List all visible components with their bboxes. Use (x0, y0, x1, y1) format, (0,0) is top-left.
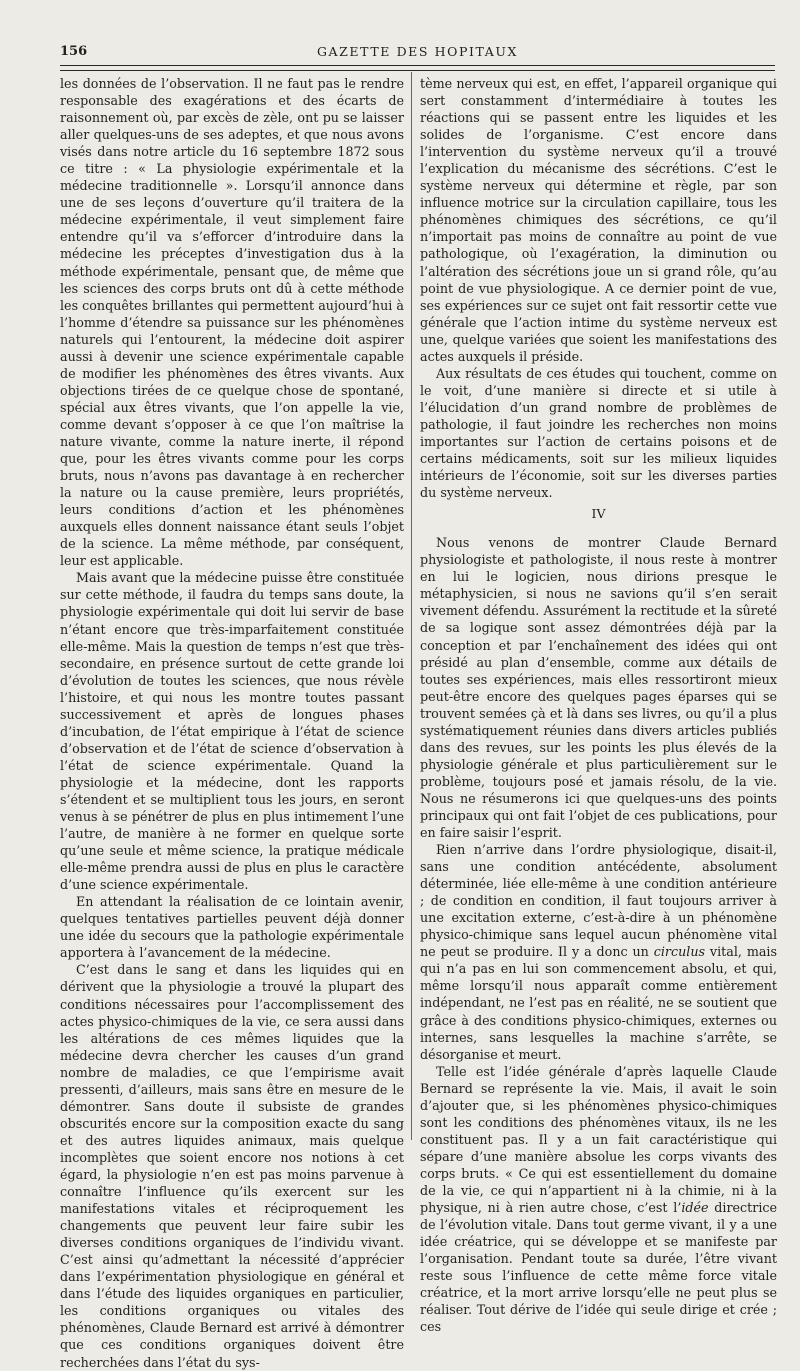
right-paragraph-2: Aux résultats de ces études qui touchent, comme on le voit, d’une manière si directe et si utile à l’élucidation d’un grand nombre de problèmes de pathologie, il faut joindre les recherches non moins importantes sur l’action de certains poisons et de certains médicaments, soit sur les milieux liquides intérieurs de l’économie, soit sur les diverses parties du système nerveux. (420, 365, 777, 501)
header-rule-top (60, 65, 775, 66)
section-number: IV (591, 506, 606, 522)
left-column (60, 75, 404, 1370)
page-number: 156 (60, 44, 88, 59)
header-rule-bottom (60, 70, 775, 71)
telle-emphasis: idée (681, 1200, 709, 1216)
left-paragraph-3: En attendant la réalisation de ce lointain avenir, quelques tentatives partielles peuvent déjà donner une idée du secours que la pathologie expérimentale apportera à l’avancement de la médecine. (60, 894, 404, 961)
right-paragraph-rien (420, 841, 777, 1063)
left-paragraph-4: C’est dans le sang et dans les liquides qui en dérivent que la physiologie a trouvé la plupart des conditions nécessaires pour l’accomplissement des actes physico-chimiques de la vie, ce sera aussi dans les altérations de ces mêmes liquides que la médecine devra chercher les causes d’un grand nombre de maladies, ce que l’empirisme avait pressenti, d’ailleurs, mais sans être en mesure de le démontrer. Sans doute il subsiste de grandes obscurités encore sur la composition exacte du sang et des autres liquides animaux, mais quelque incomplètes que soient encore nos notions à cet égard, la physiologie n’en est pas moins parvenue à connaître l’influence qu’ils exercent sur les manifestations vitales et réciproquement les changements que peuvent leur faire subir les diverses conditions organiques de l’individu vivant. C’est ainsi qu’admettant la nécessité d’apprécier dans l’expérimentation physiologique en général et dans l’étude des liquides organiques en particulier, les conditions organiques ou vitales des phénomènes, Claude Bernard est arrivé à démontrer que ces conditions organiques doivent être recherchées dans l’état du sys- (60, 962, 404, 1370)
page-header (60, 44, 775, 62)
rien-text-a: Rien n’arrive dans l’ordre physiologique, disait-il, sans une condition antécédente, absolument déterminée, liée elle-même à une condition antérieure ; de condition en condition, il faut toujours arriver à une excitation externe, c’est-à-dire à un phénomène physico-chimique sans lequel aucun phénomène vital ne peut se produire. Il y a donc un (420, 842, 777, 960)
left-paragraph-1: les données de l’observation. Il ne faut pas le rendre responsable des exagérations et des écarts de raisonnement où, par excès de zèle, ont pu se laisser aller quelques-uns de ses adeptes, et que nous avons visés dans notre article du 16 septembre 1872 sous ce titre : « La physiologie expérimentale et la médecine traditionnelle ». Lorsqu’il annonce dans une de ses leçons d’ouverture qu’il traitera de la médecine expérimentale, il veut simplement faire entendre qu’il va s’efforcer d’introduire dans la médecine les préceptes d’investigation dus à la méthode expérimentale, pensant que, de même que les sciences des corps bruts ont dû à cette méthode les conquêtes brillantes qui permettent aujourd’hui à l’homme d’étendre sa puissance sur les phénomènes naturels qui l’entourent, la médecine doit aspirer aussi à devenir une science expérimentale capable de modifier les phénomènes des êtres vivants. Aux objections tirées de ce quelque chose de spontané, spécial aux êtres vivants, que l’on appelle la vie, comme devant s’opposer à ce que l’on maîtrise la nature vivante, comme la nature inerte, il répond que, pour les êtres vivants comme pour les corps bruts, nous n’avons pas davantage à en rechercher la nature ou la cause première, leurs propriétés, leurs conditions d’action et les phénomènes auxquels elles donnent naissance étant seuls l’objet de la science. La même méthode, par conséquent, leur est applicable. (60, 76, 404, 569)
right-paragraph-telle (420, 1063, 777, 1336)
rien-text-b: vital, mais qui n’a pas en lui son commencement absolu, et qui, même lorsqu’il nous apparaît comme entièrement indépendant, ne l’est pas en réalité, ne se soutient que grâce à des conditions physico-chimiques, externes ou internes, sans lesquelles la machine s’arrête, se désorganise et meurt. (420, 944, 777, 1062)
journal-title: GAZETTE DES HOPITAUX (316, 44, 519, 59)
right-column (420, 75, 777, 1335)
telle-text-b: directrice de l’évolution vitale. Dans tout germe vivant, il y a une idée créatrice, qui se développe et se manifeste par l’organisation. Pendant toute sa durée, l’être vivant reste sous l’influence de cette même force vitale créatrice, et la mort arrive lorsqu’elle ne peut plus se réaliser. Tout dérive de l’idée qui seule dirige et crée ; ces (420, 1200, 777, 1335)
rien-emphasis: circulus (653, 944, 706, 960)
column-divider (411, 72, 412, 1140)
telle-text-a: Telle est l’idée générale d’après laquelle Claude Bernard se représente la vie. Mais, il avait le soin d’ajouter que, si les phénomènes physico-chimiques sont les conditions des phénomènes vitaux, ils ne les constituent pas. Il y a un fait caractéristique qui sépare d’une manière absolue les corps vivants des corps bruts. « Ce qui est essentiellement du domaine de la vie, ce qui n’appartient ni à la chimie, ni à la physique, ni à rien autre chose, c’est l’ (420, 1063, 777, 1216)
left-paragraph-2: Mais avant que la médecine puisse être constituée sur cette méthode, il faudra du temps sans doute, la physiologie expérimentale qui doit lui servir de base n’étant encore que très-imparfaitement constituée elle-même. Mais la question de temps n’est que très-secondaire, en présence surtout de cette grande loi d’évolution de toutes les sciences, que nous révèle l’histoire, et qui nous les montre toutes passant successivement et après de longues phases d’incubation, de l’état empirique à l’état de science d’observation et de l’état de science d’observation à l’état de science expérimentale. Quand la physiologie et la médecine, dont les rapports s’étendent et se multiplient tous les jours, en seront venus à se pénétrer de plus en plus intimement l’une l’autre, de manière à ne former en quelque sorte qu’une seule et même science, la pratique médicale elle-même prendra aussi de plus en plus le caractère d’une science expérimentale. (60, 570, 404, 893)
right-paragraph-3: Nous venons de montrer Claude Bernard physiologiste et pathologiste, il nous reste à montrer en lui le logicien, nous dirions presque le métaphysicien, si nous ne savions qu’il s’en serait vivement défendu. Assurément la rectitude et la sûreté de sa logique sont assez démontrées déjà par la conception et par l’enchaînement des idées qui ont présidé au plan d’ensemble, comme aux détails de toutes ses expériences, mais elles ressortiront mieux peut-être encore des quelques pages éparses qui se trouvent semées çà et là dans ses livres, ou qu’il a plus systématiquement réunies dans divers articles publiés dans des revues, sur les points les plus élevés de la physiologie générale et plus particulièrement sur le problème, toujours posé et jamais résolu, de la vie. Nous ne résumerons ici que quelques-uns des points principaux qui ont fait l’objet de ces publications, pour en faire saisir l’esprit. (420, 535, 777, 841)
right-paragraph-1: tème nerveux qui est, en effet, l’appareil organique qui sert constamment d’intermédiaire à toutes les réactions qui se passent entre les liquides et les solides de l’organisme. C’est encore dans l’intervention du système nerveux qu’il a trouvé l’explication du mécanisme des sécrétions. C’est le système nerveux qui détermine et règle, par son influence motrice sur la circulation capillaire, tous les phénomènes chimiques des sécrétions, ce qu’il n’importait pas moins de connaître au point de vue pathologique, où l’exagération, la diminution ou l’altération des sécrétions joue un si grand rôle, qu’au point de vue physiologique. A ce dernier point de vue, ses expériences sur ce sujet ont fait ressortir cette vue générale que l’action intime du système nerveux est une, quelque variées que soient les manifestations des actes auxquels il préside. (420, 76, 777, 364)
